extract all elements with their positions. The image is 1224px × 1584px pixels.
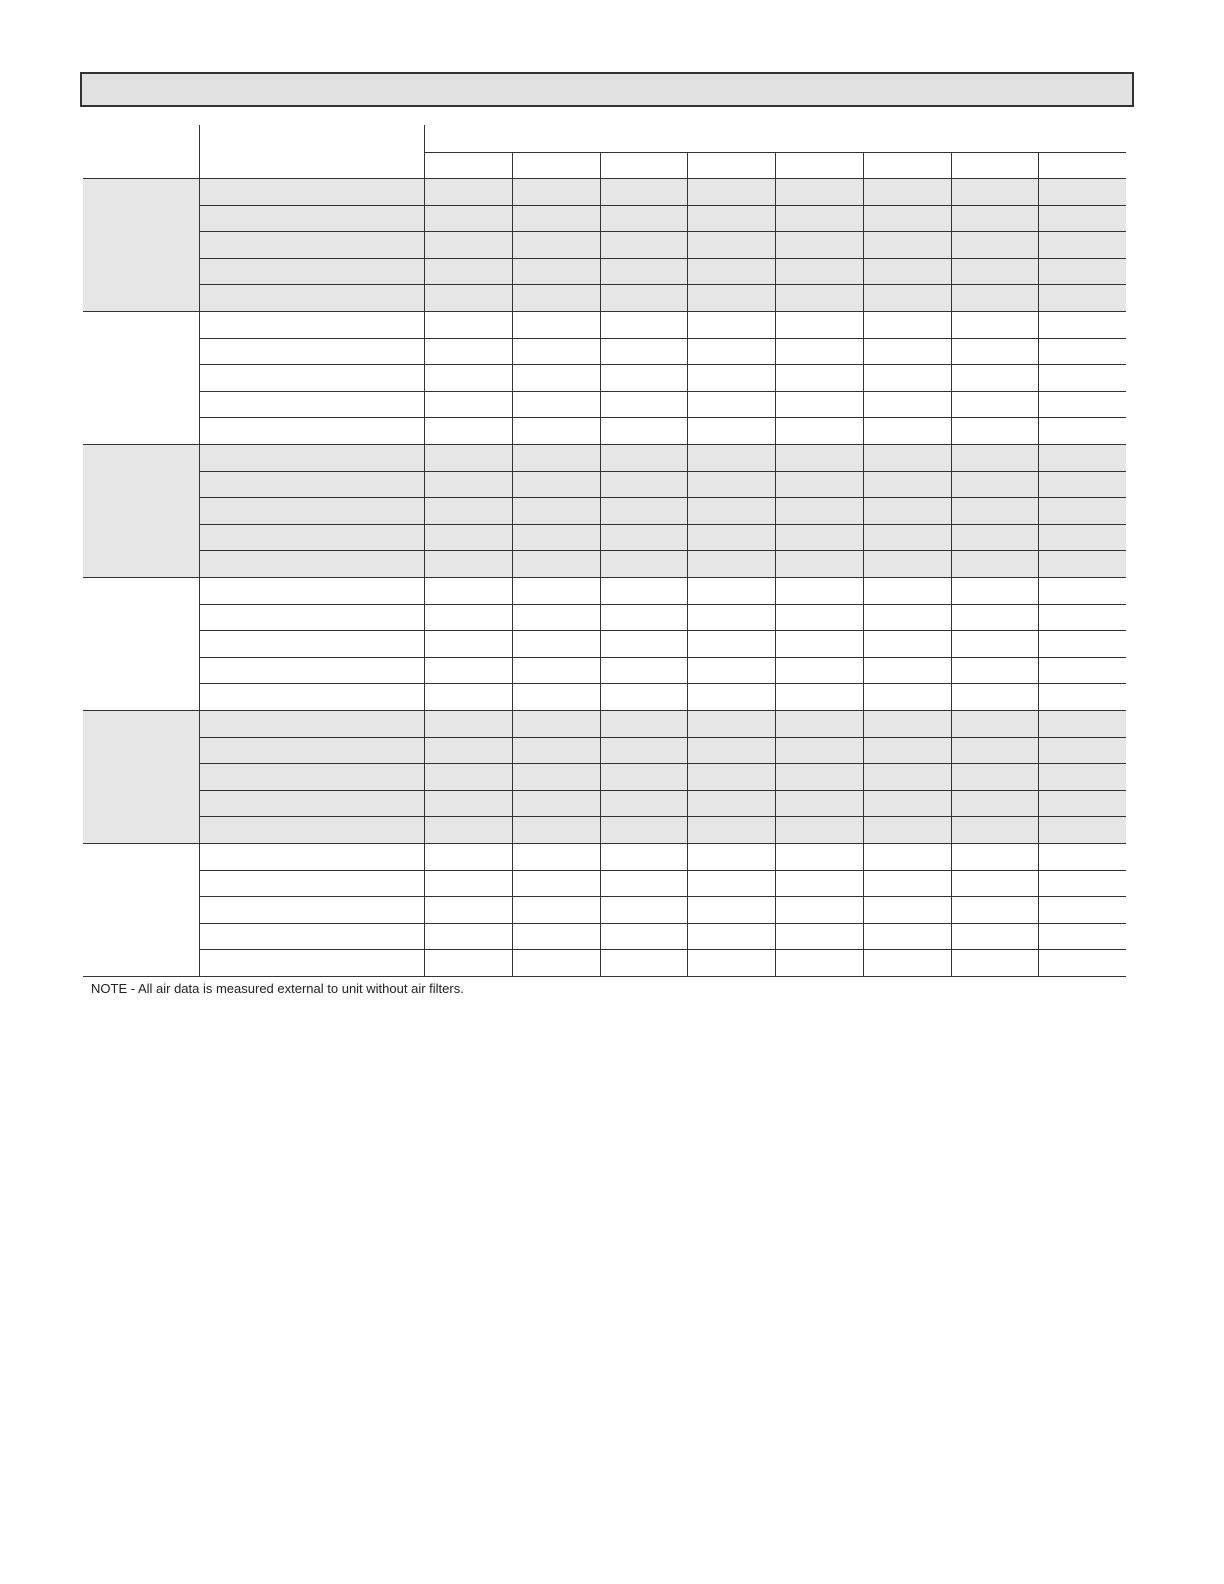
value-column-divider <box>687 152 688 976</box>
row-divider <box>199 604 1126 605</box>
row-divider <box>199 338 1126 339</box>
value-column-divider <box>512 152 513 976</box>
row-divider <box>199 231 1126 232</box>
group-divider <box>83 976 1126 977</box>
row-divider <box>199 524 1126 525</box>
row-divider <box>199 417 1126 418</box>
row-divider <box>199 737 1126 738</box>
row-divider <box>199 391 1126 392</box>
value-column-divider <box>1038 152 1039 976</box>
row-divider <box>199 816 1126 817</box>
row-divider <box>199 364 1126 365</box>
row-divider <box>199 471 1126 472</box>
row-divider <box>199 763 1126 764</box>
row-divider <box>199 896 1126 897</box>
row-divider <box>199 550 1126 551</box>
value-column-divider <box>951 152 952 976</box>
label-column-divider <box>199 125 200 976</box>
row-divider <box>199 205 1126 206</box>
row-divider <box>199 790 1126 791</box>
shaded-group-3 <box>83 444 1126 577</box>
group-divider <box>83 311 1126 312</box>
speed-column-divider <box>424 125 425 976</box>
row-divider <box>199 630 1126 631</box>
group-divider <box>83 843 1126 844</box>
row-divider <box>199 284 1126 285</box>
table-note: NOTE - All air data is measured external to unit without air filters. <box>91 981 464 996</box>
group-divider <box>83 710 1126 711</box>
value-column-divider <box>775 152 776 976</box>
shaded-group-5 <box>83 710 1126 843</box>
shaded-group-1 <box>83 178 1126 311</box>
group-divider <box>83 577 1126 578</box>
value-column-divider <box>863 152 864 976</box>
row-divider <box>199 870 1126 871</box>
value-column-divider <box>600 152 601 976</box>
row-divider <box>199 949 1126 950</box>
row-divider <box>199 258 1126 259</box>
row-divider <box>199 923 1126 924</box>
row-divider <box>199 497 1126 498</box>
group-divider <box>83 444 1126 445</box>
group-divider <box>83 178 1126 179</box>
row-divider <box>199 657 1126 658</box>
row-divider <box>199 683 1126 684</box>
